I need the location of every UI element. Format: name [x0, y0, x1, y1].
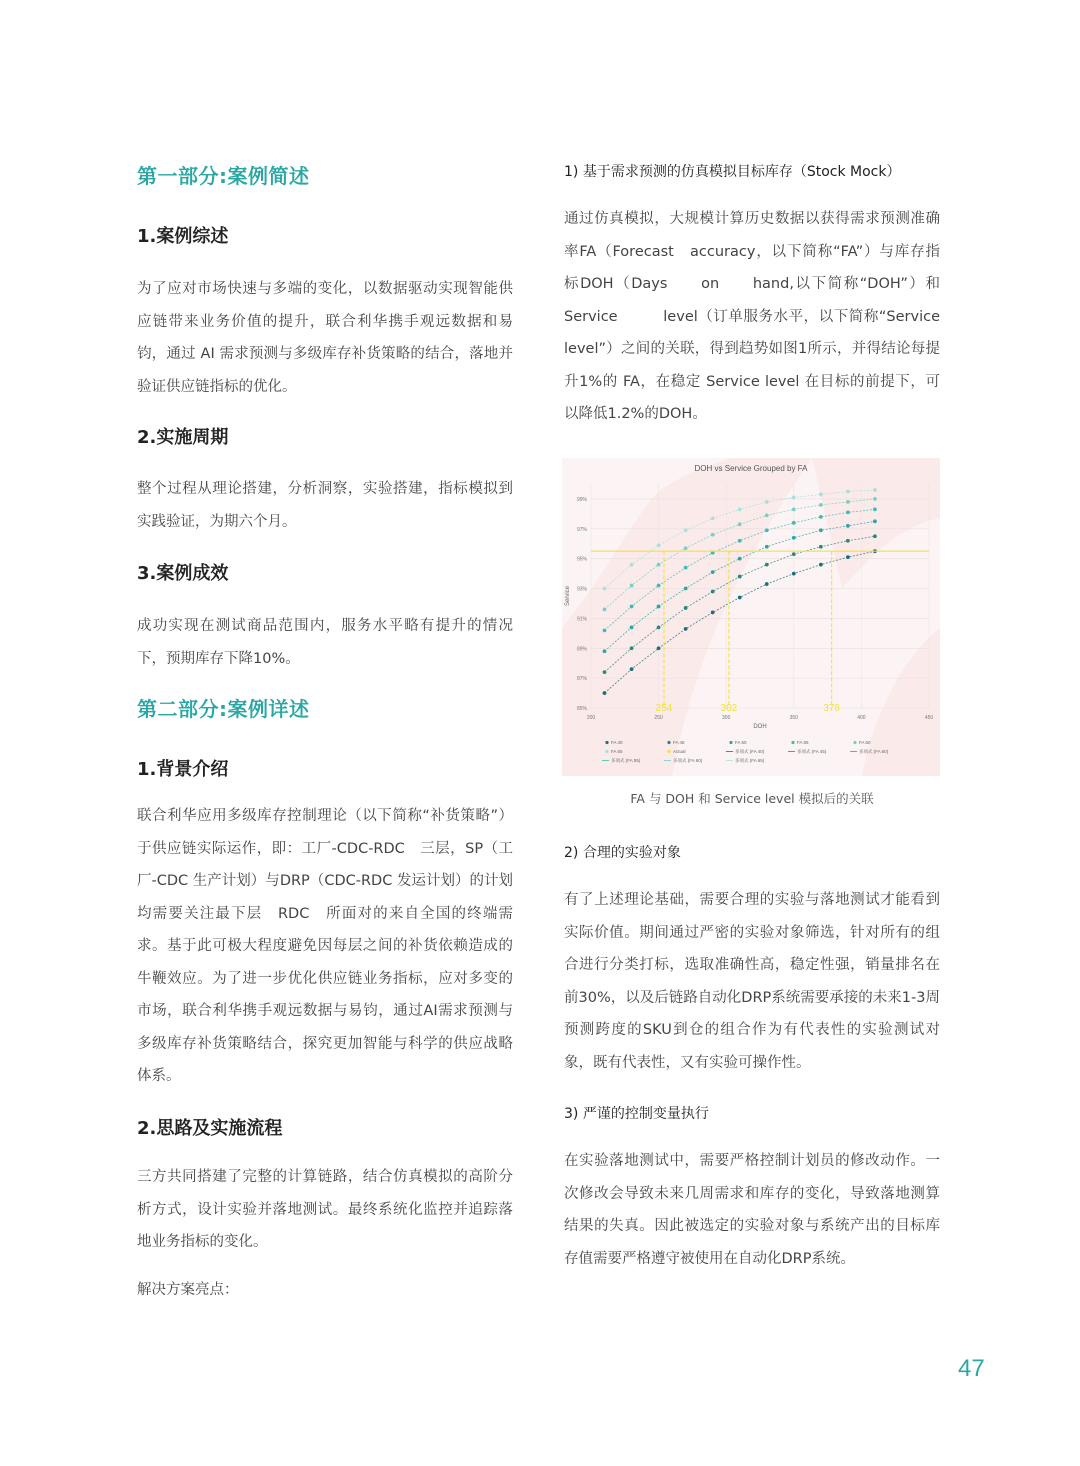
data-point — [657, 584, 661, 588]
data-point — [711, 611, 715, 615]
experiment-title: 2) 合理的实验对象 — [564, 845, 681, 861]
control-text: 在实验落地测试中，需要严格控制计划员的修改动作。一次修改会导致未来几周需求和库存的变化，导致落地测算结果的失真。因此被选定的实验对象与系统产出的目标库存值需要严格遵守被使用在自动化DRP系统。 — [564, 1153, 940, 1267]
legend-label: 多项式 (FA 40) — [735, 749, 765, 754]
data-point — [684, 587, 688, 591]
approach-text: 三方共同搭建了完整的计算链路，结合仿真模拟的高阶分析方式，设计实验并落地测试。最终系统化监控并追踪落地业务指标的变化。 — [137, 1169, 513, 1250]
data-point — [873, 497, 877, 501]
section1-title: 1.案例综述 — [137, 226, 229, 247]
data-point — [846, 490, 850, 494]
section3-title: 3.案例成效 — [137, 563, 229, 584]
x-axis-label: DOH — [753, 724, 767, 730]
data-point — [630, 584, 634, 588]
y-tick-label: 97% — [576, 526, 587, 533]
legend-swatch — [853, 741, 856, 744]
section2-title: 2.实施周期 — [137, 427, 229, 448]
data-point — [603, 628, 607, 632]
y-tick-label: 89% — [576, 646, 587, 653]
x-tick-label: 450 — [924, 715, 934, 721]
page-number: 47 — [958, 1355, 985, 1382]
chart-title: DOH vs Service Grouped by FA — [694, 464, 808, 473]
doh-marker-label: 254 — [655, 703, 673, 714]
section1-text: 为了应对市场快速与多端的变化，以数据驱动实现智能供应链带来业务价值的提升，联合利华携手观远数据和易钧，通过 AI 需求预测与多级库存补货策略的结合，落地并验证供应链指标的优化。 — [137, 281, 513, 395]
section2-text: 整个过程从理论搭建，分析洞察，实验搭建，指标模拟到实践验证，为期六个月。 — [137, 481, 513, 530]
data-point — [711, 590, 715, 594]
data-point — [630, 646, 634, 650]
stock-mock-title: 1) 基于需求预测的仿真模拟目标库存（Stock Mock） — [564, 164, 901, 180]
approach-title: 2.思路及实施流程 — [137, 1118, 283, 1139]
data-point — [738, 507, 742, 511]
solution-highlights-label: 解决方案亮点： — [137, 1282, 239, 1298]
legend-label: FA 55 — [797, 740, 809, 745]
background-title: 1.背景介绍 — [137, 759, 229, 780]
legend-label: FA 65 — [611, 749, 623, 754]
data-point — [765, 563, 769, 567]
x-tick-label: 250 — [654, 715, 663, 721]
data-point — [765, 513, 769, 517]
legend-swatch — [605, 750, 608, 753]
data-point — [738, 575, 742, 579]
data-point — [630, 605, 634, 609]
legend-label: 多项式 (FA 45) — [797, 749, 827, 754]
data-point — [630, 563, 634, 567]
data-point — [603, 670, 607, 674]
data-point — [792, 572, 796, 576]
legend-label: 多项式 (FA 55) — [611, 758, 641, 763]
data-point — [657, 625, 661, 629]
data-point — [846, 510, 850, 514]
data-point — [873, 519, 877, 523]
legend-label: 多项式 (FA 65) — [735, 758, 765, 763]
y-tick-label: 91% — [576, 616, 587, 623]
y-tick-label: 95% — [576, 556, 587, 563]
data-point — [738, 596, 742, 600]
data-point — [711, 533, 715, 537]
y-tick-label: 99% — [576, 496, 587, 503]
data-point — [657, 543, 661, 547]
background-text: 联合利华应用多级库存控制理论（以下简称“补货策略”）于供应链实际运作，即：工厂-CDC-RDC 三层，SP（工厂-CDC 生产计划）与DRP（CDC-RDC 发运计划）的计划均需要关注最下层 RDC 所面对的来自全国的终端需求。基于此可极大程度避免因每层之间的补货依赖造成的牛鞭效应。为了进一步优化供应链业务指标，应对多变的市场，联合利华携手观远数据与易钧，通过AI需求预测与多级库存补货策略结合，探究更加智能与科学的供应战略体系。 — [137, 808, 513, 1084]
data-point — [846, 500, 850, 504]
x-tick-label: 300 — [722, 715, 731, 721]
legend-swatch — [791, 741, 794, 744]
legend-label: FA 40 — [611, 740, 623, 745]
data-point — [711, 570, 715, 574]
chart-svg — [562, 458, 940, 776]
data-point — [738, 522, 742, 526]
data-point — [819, 545, 823, 549]
section3-text: 成功实现在测试商品范围内，服务水平略有提升的情况下，预期库存下降10%。 — [137, 618, 513, 667]
data-point — [765, 500, 769, 504]
data-point — [603, 587, 607, 591]
x-tick-label: 400 — [857, 715, 866, 721]
data-point — [684, 528, 688, 532]
data-point — [873, 488, 877, 492]
part1-title: 第一部分:案例简述 — [137, 164, 310, 188]
data-point — [792, 536, 796, 540]
data-point — [873, 507, 877, 511]
data-point — [711, 516, 715, 520]
legend-swatch — [667, 750, 670, 753]
figure-caption: FA 与 DOH 和 Service level 模拟后的关联 — [630, 791, 874, 806]
legend-label: FA 50 — [735, 740, 747, 745]
data-point — [846, 524, 850, 528]
data-point — [657, 563, 661, 567]
data-point — [738, 539, 742, 543]
data-point — [819, 563, 823, 567]
legend-label: 多项式 (FA 50) — [859, 749, 889, 754]
stock-mock-text: 通过仿真模拟，大规模计算历史数据以获得需求预测准确率FA（Forecast accuracy，以下简称“FA”）与库存指标DOH（Days on hand,以下简称“DOH”）和Service level（订单服务水平，以下简称“Service level”）之间的关联，得到趋势如图1所示，并得结论每提升1%的 FA，在稳定 Service level 在目标的前提下，可以降低1.2%的DOH。 — [564, 211, 940, 422]
data-point — [603, 691, 607, 695]
y-tick-label: 85% — [576, 706, 587, 712]
data-point — [819, 528, 823, 532]
doh-marker-label: 302 — [720, 703, 738, 714]
doh-marker-label: 378 — [823, 703, 840, 714]
data-point — [630, 625, 634, 629]
y-tick-label: 93% — [576, 586, 587, 593]
legend-label: Actual — [673, 749, 686, 754]
control-title: 3) 严谨的控制变量执行 — [564, 1106, 709, 1122]
data-point — [819, 515, 823, 519]
data-point — [738, 557, 742, 561]
data-point — [792, 496, 796, 500]
y-axis-label: Service — [565, 585, 571, 607]
data-point — [630, 667, 634, 671]
data-point — [792, 507, 796, 511]
data-point — [684, 627, 688, 631]
data-point — [819, 503, 823, 507]
legend-label: FA 45 — [673, 740, 685, 745]
data-point — [792, 521, 796, 525]
data-point — [684, 606, 688, 610]
data-point — [765, 528, 769, 532]
data-point — [657, 646, 661, 650]
doh-service-chart — [562, 458, 940, 776]
legend-label: 多项式 (FA 60) — [673, 758, 703, 763]
data-point — [684, 566, 688, 570]
legend-label: FA 60 — [859, 740, 871, 745]
x-tick-label: 350 — [789, 715, 798, 721]
data-point — [765, 582, 769, 586]
data-point — [765, 545, 769, 549]
x-tick-label: 200 — [586, 715, 596, 721]
legend-swatch — [729, 741, 732, 744]
data-point — [684, 546, 688, 550]
data-point — [603, 608, 607, 612]
data-point — [819, 493, 823, 497]
data-point — [846, 539, 850, 543]
data-point — [792, 552, 796, 556]
part2-title: 第二部分:案例详述 — [137, 697, 310, 721]
experiment-text: 有了上述理论基础，需要合理的实验与落地测试才能看到实际价值。期间通过严密的实验对象筛选，针对所有的组合进行分类打标，选取准确性高，稳定性强，销量排名在前30%，以及后链路自动化DRP系统需要承接的未来1-3周预测跨度的SKU到仓的组合作为有代表性的实验测试对象，既有代表性，又有实验可操作性。 — [564, 892, 940, 1071]
data-point — [603, 649, 607, 653]
y-tick-label: 87% — [576, 676, 587, 683]
data-point — [846, 555, 850, 559]
data-point — [873, 534, 877, 538]
legend-swatch — [605, 741, 608, 744]
data-point — [657, 605, 661, 609]
legend-swatch — [667, 741, 670, 744]
